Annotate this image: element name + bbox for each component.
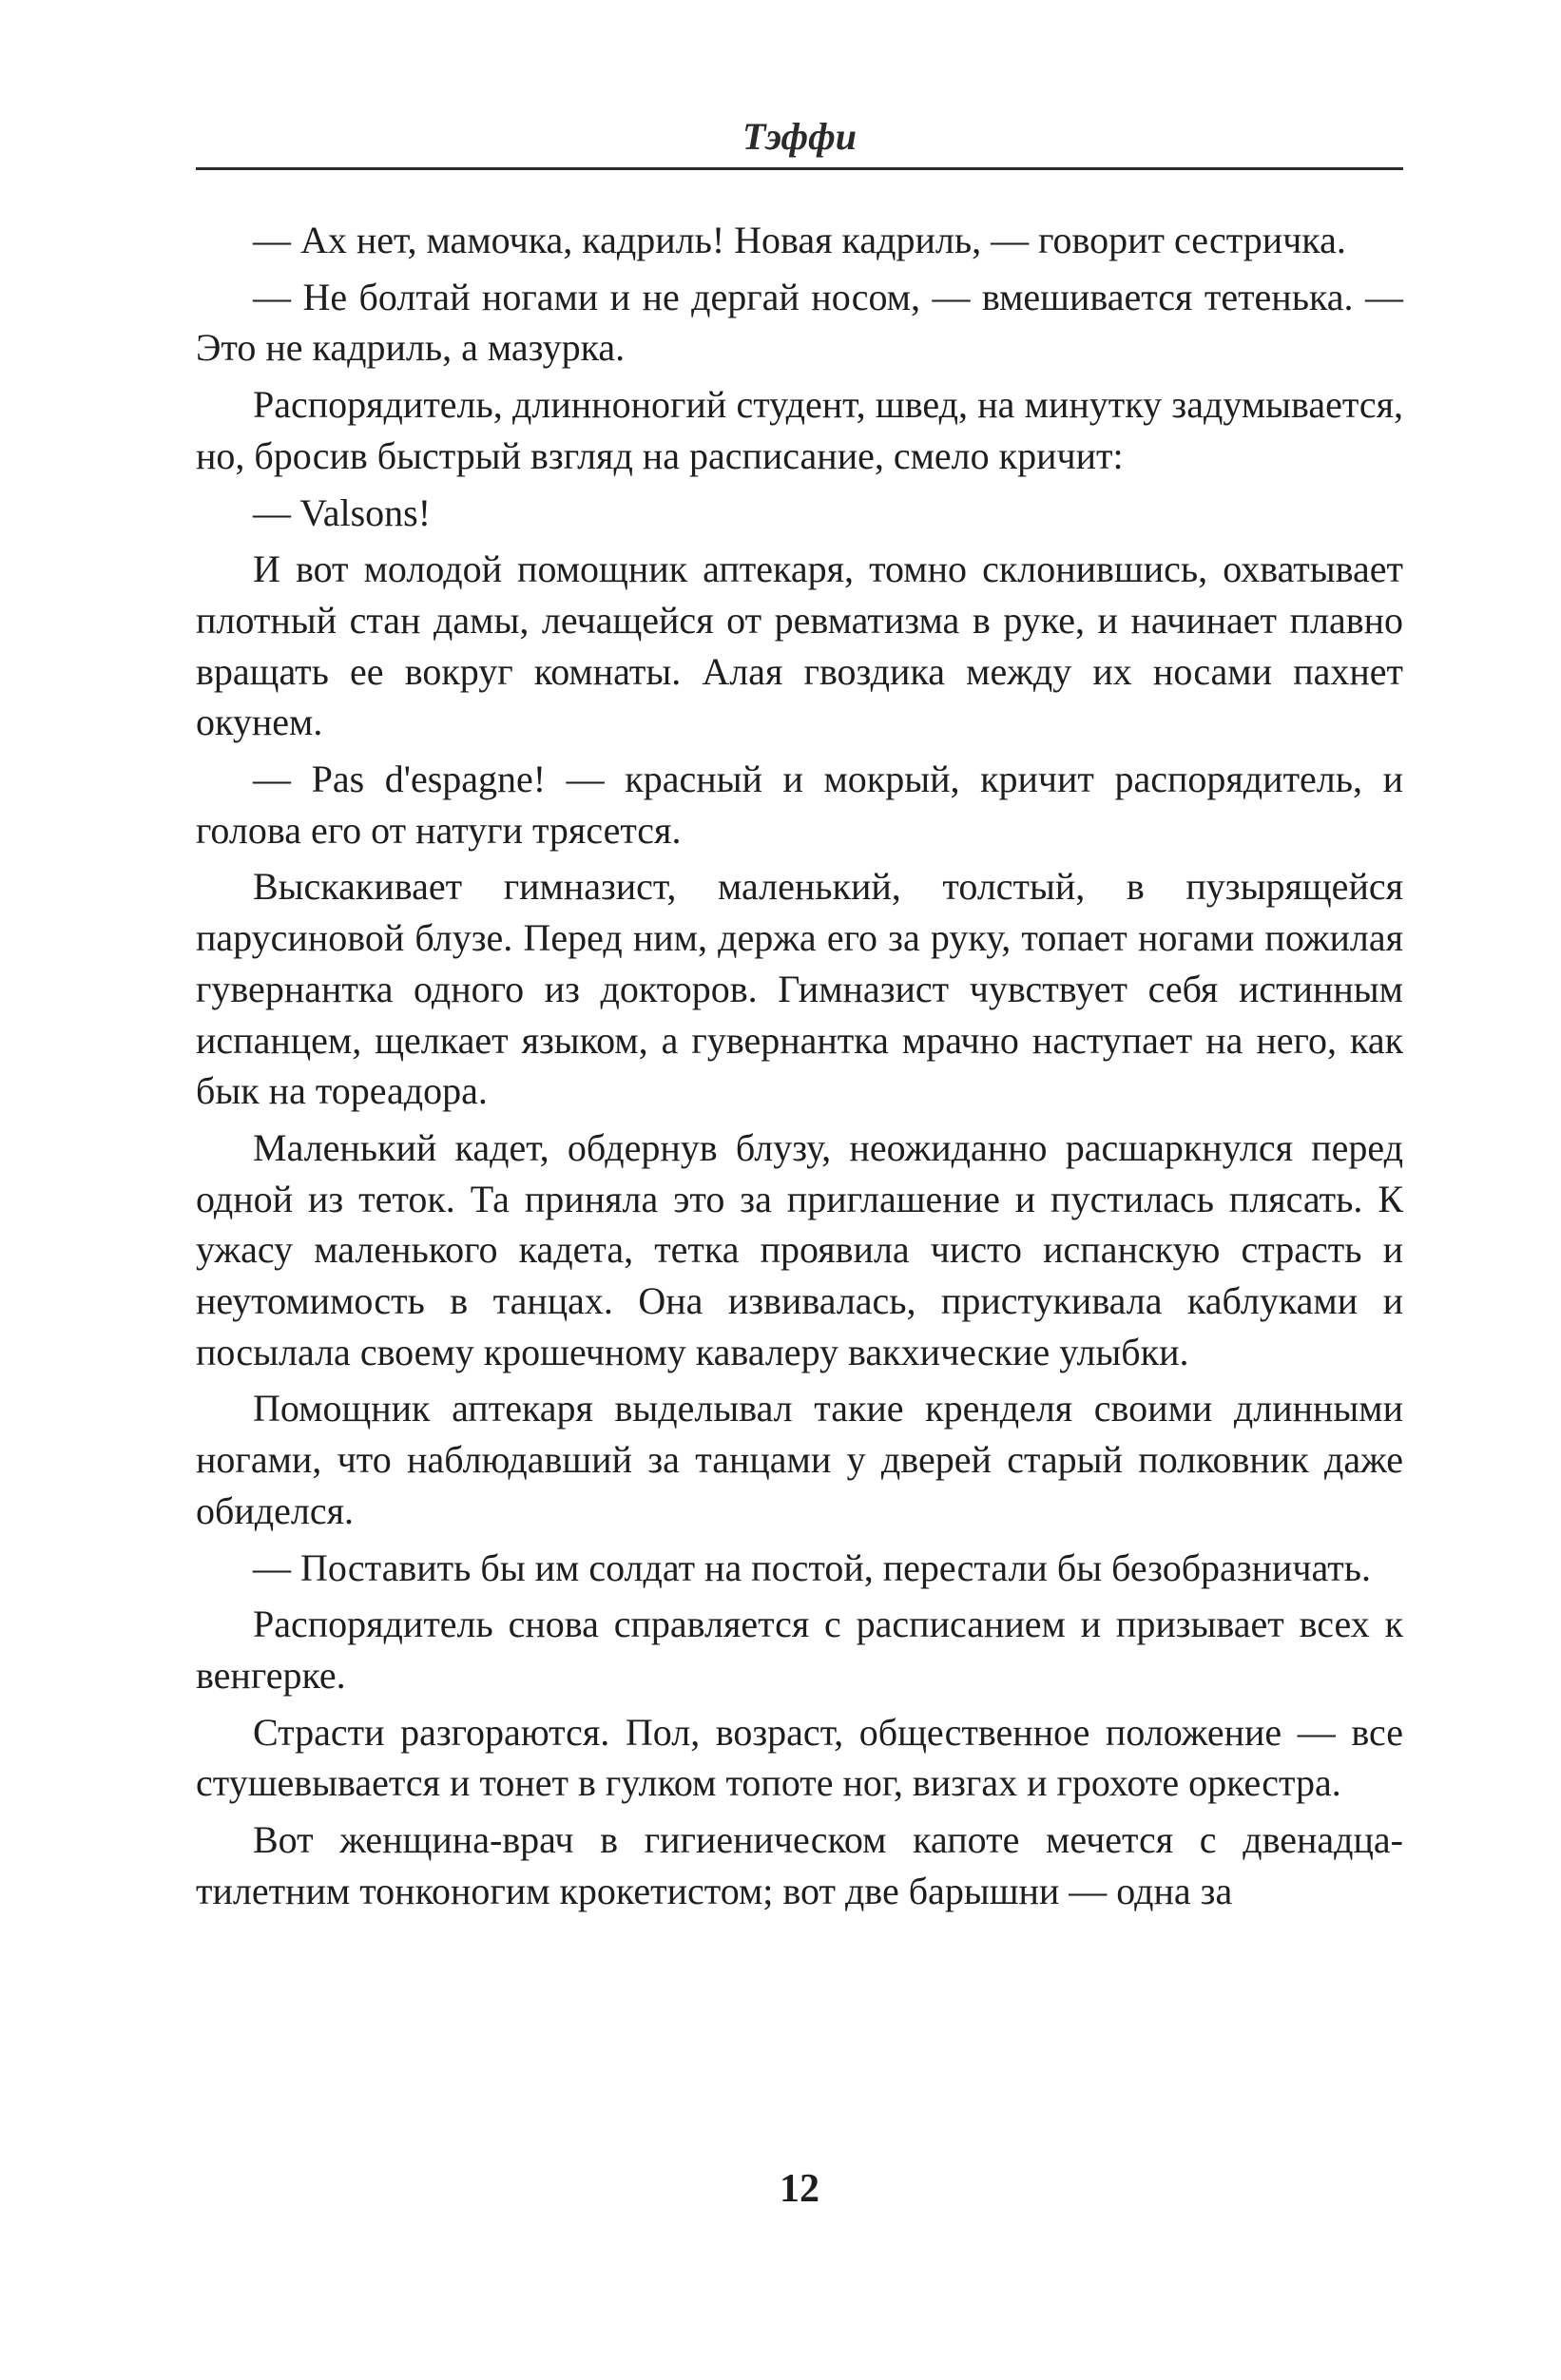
paragraph: Выскакивает гимназист, маленький, толстый, в пузырящейся парусиновой блузе. Перед ним, держа его за руку, топает ногами пожилая гувернантка одного из докторов. Гимназист чувствует себя истинным испанцем, щелкает языком, а гувернантка мрачно наступает на него, как бык на тореадора. xyxy=(196,865,1403,1113)
paragraph: — Поставить бы им солдат на постой, перестали бы безобразничать. xyxy=(253,1545,1371,1589)
paragraph: Распорядитель, длинноногий студент, швед, на минутку задумывается, но, бросив быстрый взгляд на расписание, смело кричит: xyxy=(196,383,1403,477)
paragraph: — Valsons! xyxy=(253,490,432,534)
paragraph: И вот молодой помощник аптекаря, томно склонившись, охватывает плотный стан дамы, лечащейся от ревматизма в руке, и начинает плавно вращать ее вокруг комнаты. Алая гвоздика между их носами пахнет окунем. xyxy=(196,547,1403,744)
paragraph: Помощник аптекаря выделывал такие кренделя своими длинными ногами, что наблюдавший за танцами у дверей старый полковник даже обиделся. xyxy=(196,1387,1403,1532)
paragraph: Вот женщина-врач в гигиеническом капоте мечется с двенадцатилетним тонконогим крокетистом; вот две барышни — одна за xyxy=(196,1818,1403,1912)
paragraph: — Не болтай ногами и не дергай носом, — вмешивается тетенька. — Это не кадриль, а мазурка. xyxy=(196,275,1403,370)
paragraph: Маленький кадет, обдернув блузу, неожиданно расшаркнулся перед одной из теток. Та приняла это за приглашение и пустилась плясать. К ужасу маленького кадета, тетка проявила чисто испанскую страсть и неутомимость в танцах. Она извивалась, пристукивала каблуками и посылала своему крошечному кавалеру вакхические улыбки. xyxy=(196,1125,1403,1373)
page-number: 12 xyxy=(780,2167,819,2211)
body-text xyxy=(196,215,1403,1923)
running-head-title: Тэффи xyxy=(742,115,858,158)
header-rule xyxy=(196,167,1403,170)
paragraph: — Pas d'espagne! — красный и мокрый, кричит распорядитель, и голова его от натуги трясется. xyxy=(196,758,1403,852)
paragraph: Распорядитель снова справляется с расписанием и призывает всех к венгерке. xyxy=(196,1603,1403,1697)
paragraph: Страсти разгораются. Пол, возраст, общественное положение — все стушевывается и тонет в гулком топоте ног, визгах и грохоте оркестра. xyxy=(196,1710,1403,1805)
paragraph: — Ах нет, мамочка, кадриль! Новая кадриль, — говорит сестричка. xyxy=(253,219,1346,261)
